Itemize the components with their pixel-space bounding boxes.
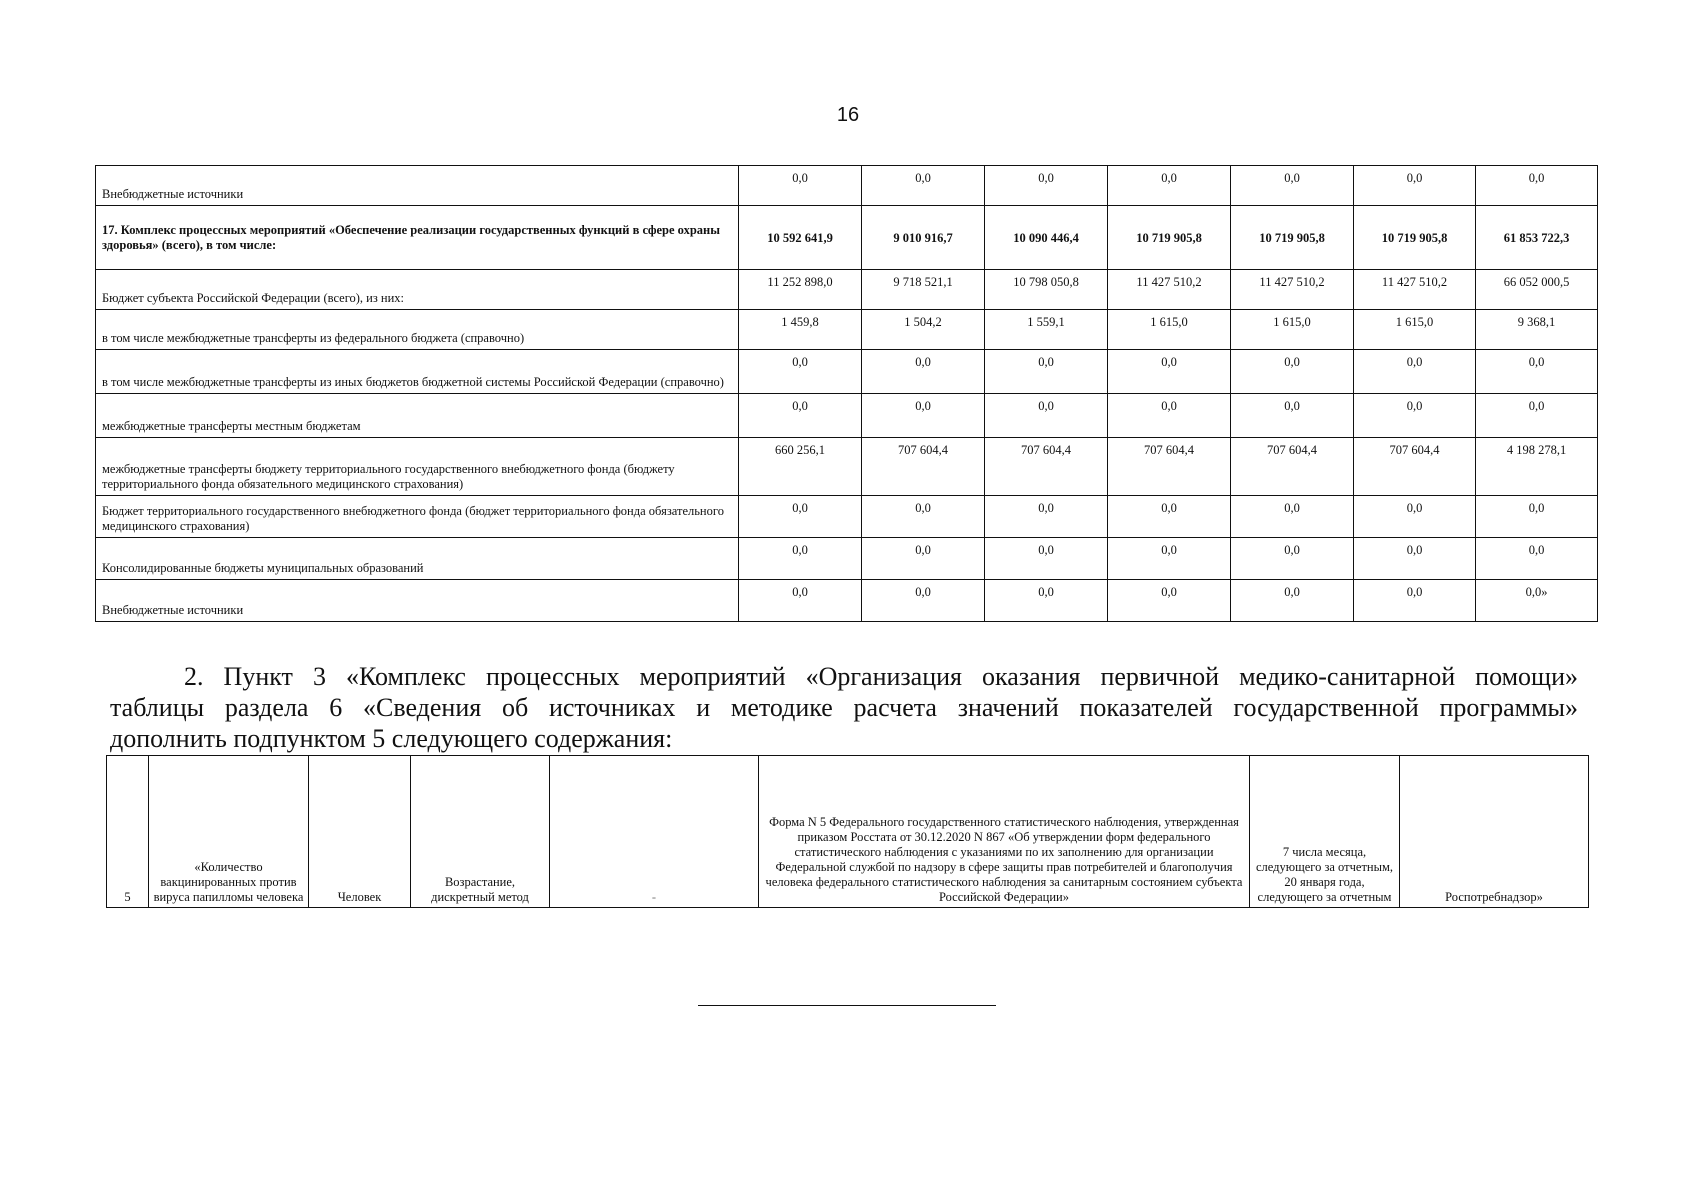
row-value: 0,0»	[1476, 580, 1598, 622]
row-value: 0,0	[1231, 580, 1354, 622]
row-value: 0,0	[1476, 166, 1598, 206]
row-label: Внебюджетные источники	[96, 580, 739, 622]
row-value: 707 604,4	[1354, 438, 1476, 496]
row-value: 0,0	[739, 166, 862, 206]
row-value: 0,0	[1354, 166, 1476, 206]
row-value: 0,0	[1231, 166, 1354, 206]
table-row	[96, 270, 1598, 310]
table-row	[96, 310, 1598, 350]
row-value: 10 719 905,8	[1108, 206, 1231, 270]
row-value: 66 052 000,5	[1476, 270, 1598, 310]
row-value: 11 427 510,2	[1231, 270, 1354, 310]
row-value: 707 604,4	[1108, 438, 1231, 496]
row-value: 0,0	[862, 166, 985, 206]
row-value: 0,0	[862, 538, 985, 580]
table-row	[96, 580, 1598, 622]
row-value: 4 198 278,1	[1476, 438, 1598, 496]
row-value: 660 256,1	[739, 438, 862, 496]
row-value: 0,0	[1108, 580, 1231, 622]
indicator-unit: Человек	[309, 756, 411, 908]
row-value: 0,0	[862, 350, 985, 394]
row-value: 1 559,1	[985, 310, 1108, 350]
row-value: 0,0	[1354, 394, 1476, 438]
paragraph-line-1: 2. Пункт 3 «Комплекс процессных мероприятий «Организация оказания первичной медико-санитарной помощи»	[184, 662, 1578, 691]
row-value: 11 427 510,2	[1108, 270, 1231, 310]
indicator-row	[107, 756, 1589, 908]
row-value: 1 504,2	[862, 310, 985, 350]
closing-line	[698, 1005, 996, 1006]
row-value: 0,0	[739, 580, 862, 622]
row-value: 0,0	[985, 166, 1108, 206]
row-value: 0,0	[985, 580, 1108, 622]
row-value: 0,0	[862, 394, 985, 438]
table-row	[96, 438, 1598, 496]
row-value: 0,0	[1354, 538, 1476, 580]
row-value: 0,0	[739, 538, 862, 580]
paragraph-line-2: таблицы раздела 6 «Сведения об источниках и методике расчета значений показателей государственной программы»	[110, 693, 1578, 722]
table-row	[96, 350, 1598, 394]
row-value: 0,0	[739, 496, 862, 538]
row-value: 10 719 905,8	[1354, 206, 1476, 270]
row-value: 1 615,0	[1108, 310, 1231, 350]
row-label: в том числе межбюджетные трансферты из иных бюджетов бюджетной системы Российской Федерации (справочно)	[96, 350, 739, 394]
financing-table-body	[96, 166, 1598, 622]
row-value: 10 719 905,8	[1231, 206, 1354, 270]
indicator-formula: -	[550, 756, 759, 908]
row-value: 1 615,0	[1354, 310, 1476, 350]
row-value: 9 010 916,7	[862, 206, 985, 270]
row-value: 10 592 641,9	[739, 206, 862, 270]
amendment-paragraph	[110, 661, 1578, 754]
paragraph-line-3: дополнить подпунктом 5 следующего содержания:	[110, 724, 673, 753]
row-value: 707 604,4	[862, 438, 985, 496]
row-label: в том числе межбюджетные трансферты из федерального бюджета (справочно)	[96, 310, 739, 350]
indicator-number: 5	[107, 756, 149, 908]
row-label: Бюджет территориального государственного внебюджетного фонда (бюджет территориального фонда обязательного медицинского страхования)	[96, 496, 739, 538]
row-value: 0,0	[1354, 580, 1476, 622]
indicator-responsible: Роспотребнадзор»	[1400, 756, 1589, 908]
row-value: 0,0	[1108, 538, 1231, 580]
row-value: 9 718 521,1	[862, 270, 985, 310]
table-row	[96, 394, 1598, 438]
row-value: 707 604,4	[1231, 438, 1354, 496]
row-label: Бюджет субъекта Российской Федерации (всего), из них:	[96, 270, 739, 310]
row-label: межбюджетные трансферты местным бюджетам	[96, 394, 739, 438]
row-value: 0,0	[985, 394, 1108, 438]
row-value: 11 427 510,2	[1354, 270, 1476, 310]
row-value: 61 853 722,3	[1476, 206, 1598, 270]
page-number: 16	[836, 104, 860, 126]
row-value: 0,0	[1476, 394, 1598, 438]
financing-table	[95, 165, 1598, 622]
row-value: 0,0	[1231, 350, 1354, 394]
row-value: 0,0	[1476, 350, 1598, 394]
row-value: 0,0	[862, 496, 985, 538]
row-value: 10 090 446,4	[985, 206, 1108, 270]
indicator-name: «Количество вакцинированных против вируса папилломы человека	[149, 756, 309, 908]
row-value: 10 798 050,8	[985, 270, 1108, 310]
row-value: 0,0	[1108, 166, 1231, 206]
row-value: 0,0	[1354, 350, 1476, 394]
table-row	[96, 538, 1598, 580]
row-value: 0,0	[739, 350, 862, 394]
table-row	[96, 166, 1598, 206]
row-value: 0,0	[985, 496, 1108, 538]
row-value: 0,0	[1108, 394, 1231, 438]
row-value: 0,0	[1476, 496, 1598, 538]
row-value: 11 252 898,0	[739, 270, 862, 310]
row-value: 0,0	[1354, 496, 1476, 538]
row-label: межбюджетные трансферты бюджету территориального государственного внебюджетного фонда (бюджету территориального фонда обязательного медицинского страхования)	[96, 438, 739, 496]
row-value: 0,0	[985, 538, 1108, 580]
indicator-deadline: 7 числа месяца, следующего за отчетным, 20 января года, следующего за отчетным	[1250, 756, 1400, 908]
row-value: 9 368,1	[1476, 310, 1598, 350]
table-row	[96, 206, 1598, 270]
row-value: 0,0	[1231, 538, 1354, 580]
row-value: 707 604,4	[985, 438, 1108, 496]
row-label: Консолидированные бюджеты муниципальных образований	[96, 538, 739, 580]
row-value: 0,0	[1108, 350, 1231, 394]
row-value: 0,0	[1108, 496, 1231, 538]
row-value: 0,0	[1231, 394, 1354, 438]
row-value: 1 459,8	[739, 310, 862, 350]
row-value: 0,0	[1231, 496, 1354, 538]
table-row	[96, 496, 1598, 538]
indicator-table	[106, 755, 1589, 908]
row-value: 0,0	[985, 350, 1108, 394]
row-value: 0,0	[739, 394, 862, 438]
row-value: 0,0	[862, 580, 985, 622]
row-label: Внебюджетные источники	[96, 166, 739, 206]
indicator-method: Возрастание, дискретный метод	[411, 756, 550, 908]
indicator-source: Форма N 5 Федерального государственного статистического наблюдения, утвержденная приказом Росстата от 30.12.2020 N 867 «Об утверждении форм федерального статистического наблюдения с указаниями по их заполнению для организации Федеральной службой по надзору в сфере защиты прав потребителей и благополучия человека федерального статистического наблюдения за санитарным состоянием субъекта Российской Федерации»	[759, 756, 1250, 908]
row-value: 0,0	[1476, 538, 1598, 580]
row-label: 17. Комплекс процессных мероприятий «Обеспечение реализации государственных функций в сфере охраны здоровья» (всего), в том числе:	[96, 206, 739, 270]
row-value: 1 615,0	[1231, 310, 1354, 350]
